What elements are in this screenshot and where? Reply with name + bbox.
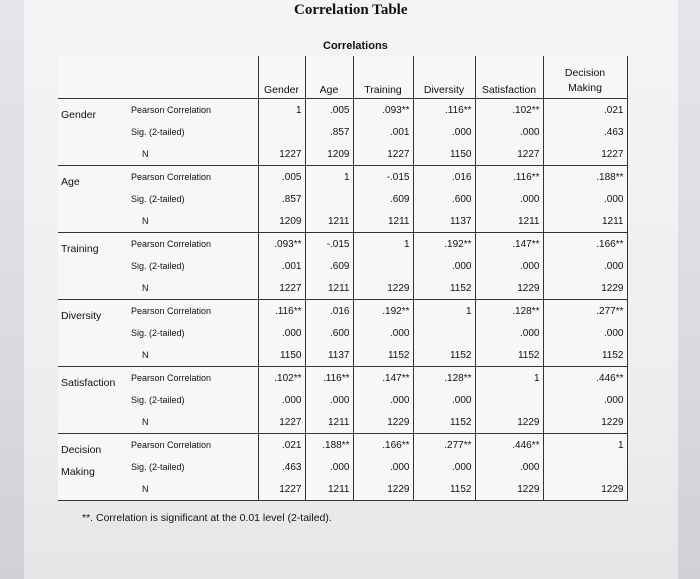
value-cell: .102**	[475, 99, 543, 122]
value-cell: .000	[475, 188, 543, 210]
value-cell: .166**	[353, 434, 413, 457]
table-row	[58, 434, 627, 457]
value-cell	[258, 121, 305, 143]
value-cell: .000	[543, 188, 627, 210]
value-cell: 1	[353, 233, 413, 256]
value-cell: .188**	[543, 166, 627, 189]
value-cell: .128**	[413, 367, 475, 390]
value-cell: .005	[305, 99, 353, 122]
value-cell	[413, 322, 475, 344]
value-cell: 1211	[475, 210, 543, 233]
value-cell: .000	[475, 255, 543, 277]
value-cell: .093**	[353, 99, 413, 122]
value-cell: -.015	[353, 166, 413, 189]
value-cell: 1227	[353, 143, 413, 166]
value-cell: .463	[543, 121, 627, 143]
value-cell: 1227	[258, 277, 305, 300]
value-cell: .000	[543, 322, 627, 344]
value-cell: .147**	[353, 367, 413, 390]
table-row	[58, 233, 627, 256]
statistic-label: Sig. (2-tailed)	[131, 462, 185, 472]
statistic-label: Sig. (2-tailed)	[131, 328, 185, 338]
value-cell: 1	[475, 367, 543, 390]
value-cell: .000	[258, 389, 305, 411]
value-cell: 1150	[413, 143, 475, 166]
document-sheet	[24, 0, 678, 579]
value-cell: 1211	[305, 277, 353, 300]
value-cell: .446**	[543, 367, 627, 390]
value-cell: 1229	[475, 277, 543, 300]
column-header: Decision Making	[543, 56, 627, 99]
value-cell: 1209	[305, 143, 353, 166]
page-title: Correlation Table	[294, 2, 408, 18]
value-cell: 1229	[543, 411, 627, 434]
value-cell: .000	[413, 456, 475, 478]
value-cell: 1	[543, 434, 627, 457]
statistic-label: N	[128, 277, 258, 300]
value-cell: .093**	[258, 233, 305, 256]
table-row	[58, 99, 627, 122]
column-header: Age	[305, 56, 353, 99]
header-blank-cell	[128, 56, 258, 99]
statistic-label: Sig. (2-tailed)	[131, 395, 185, 405]
value-cell: .016	[305, 300, 353, 323]
value-cell	[475, 389, 543, 411]
value-cell: 1211	[353, 210, 413, 233]
value-cell: 1227	[543, 143, 627, 166]
value-cell: .000	[475, 322, 543, 344]
value-cell: .609	[305, 255, 353, 277]
statistic-label: N	[128, 344, 258, 367]
value-cell: 1152	[413, 411, 475, 434]
header-row	[58, 56, 627, 99]
value-cell: .857	[305, 121, 353, 143]
value-cell: 1229	[353, 411, 413, 434]
statistic-label: Pearson Correlation	[131, 306, 212, 316]
variable-label: Gender	[58, 99, 128, 166]
value-cell: 1152	[413, 344, 475, 367]
value-cell: 1227	[258, 143, 305, 166]
table-row	[58, 210, 627, 233]
value-cell: .021	[543, 99, 627, 122]
value-cell: 1211	[305, 411, 353, 434]
footnote: **. Correlation is significant at the 0.01 level (2-tailed).	[82, 512, 332, 524]
value-cell: 1229	[475, 478, 543, 501]
value-cell: .016	[413, 166, 475, 189]
value-cell: .000	[305, 389, 353, 411]
value-cell: .000	[475, 456, 543, 478]
value-cell: 1137	[413, 210, 475, 233]
value-cell: .192**	[353, 300, 413, 323]
table-row	[58, 277, 627, 300]
value-cell: .000	[413, 121, 475, 143]
value-cell: .116**	[305, 367, 353, 390]
value-cell: 1227	[258, 411, 305, 434]
value-cell: .000	[543, 255, 627, 277]
value-cell: 1152	[413, 478, 475, 501]
table-row	[58, 166, 627, 189]
value-cell	[353, 255, 413, 277]
value-cell: 1227	[475, 143, 543, 166]
value-cell: 1229	[475, 411, 543, 434]
variable-label: Training	[58, 233, 128, 300]
value-cell: 1211	[305, 478, 353, 501]
value-cell: 1	[258, 99, 305, 122]
value-cell: .609	[353, 188, 413, 210]
value-cell: 1152	[353, 344, 413, 367]
table-row	[58, 456, 627, 478]
value-cell: 1152	[543, 344, 627, 367]
statistic-label: Pearson Correlation	[131, 239, 212, 249]
variable-label: Diversity	[58, 300, 128, 367]
value-cell: .600	[413, 188, 475, 210]
statistic-label: Pearson Correlation	[131, 440, 212, 450]
value-cell: .147**	[475, 233, 543, 256]
value-cell: .116**	[475, 166, 543, 189]
value-cell: .000	[305, 456, 353, 478]
value-cell: 1229	[543, 478, 627, 501]
header-blank-cell	[58, 56, 128, 99]
value-cell: .021	[258, 434, 305, 457]
correlation-table	[58, 56, 628, 501]
value-cell: .001	[258, 255, 305, 277]
table-row	[58, 411, 627, 434]
value-cell: -.015	[305, 233, 353, 256]
statistic-label: Sig. (2-tailed)	[131, 127, 185, 137]
value-cell: .128**	[475, 300, 543, 323]
value-cell: 1	[305, 166, 353, 189]
statistic-label: Pearson Correlation	[131, 373, 212, 383]
value-cell: .000	[413, 389, 475, 411]
value-cell: 1229	[353, 277, 413, 300]
value-cell: .857	[258, 188, 305, 210]
statistic-label: Pearson Correlation	[131, 105, 212, 115]
statistic-label: Sig. (2-tailed)	[131, 261, 185, 271]
statistic-label: N	[128, 210, 258, 233]
table-row	[58, 344, 627, 367]
table-body	[58, 99, 627, 501]
table-row	[58, 300, 627, 323]
column-header: Training	[353, 56, 413, 99]
value-cell: .166**	[543, 233, 627, 256]
table-row	[58, 143, 627, 166]
value-cell: .116**	[258, 300, 305, 323]
value-cell: 1137	[305, 344, 353, 367]
value-cell: .192**	[413, 233, 475, 256]
table-row	[58, 255, 627, 277]
statistic-label: Sig. (2-tailed)	[131, 194, 185, 204]
value-cell	[305, 188, 353, 210]
value-cell	[543, 456, 627, 478]
table-row	[58, 367, 627, 390]
value-cell: 1152	[413, 277, 475, 300]
value-cell: 1150	[258, 344, 305, 367]
table-caption: Correlations	[323, 40, 388, 52]
variable-label: Decision Making	[58, 434, 128, 501]
value-cell: .277**	[413, 434, 475, 457]
value-cell: .000	[543, 389, 627, 411]
column-header: Diversity	[413, 56, 475, 99]
statistic-label: N	[128, 143, 258, 166]
value-cell: 1211	[543, 210, 627, 233]
table-row	[58, 188, 627, 210]
table-row	[58, 478, 627, 501]
table-row	[58, 121, 627, 143]
value-cell: 1229	[543, 277, 627, 300]
value-cell: 1227	[258, 478, 305, 501]
statistic-label: N	[128, 411, 258, 434]
statistic-label: Pearson Correlation	[131, 172, 212, 182]
value-cell: 1211	[305, 210, 353, 233]
value-cell: .188**	[305, 434, 353, 457]
value-cell: .116**	[413, 99, 475, 122]
value-cell: .000	[353, 322, 413, 344]
value-cell: .001	[353, 121, 413, 143]
value-cell: .000	[413, 255, 475, 277]
variable-label: Age	[58, 166, 128, 233]
value-cell: .000	[353, 456, 413, 478]
value-cell: .600	[305, 322, 353, 344]
value-cell: .463	[258, 456, 305, 478]
value-cell: 1229	[353, 478, 413, 501]
value-cell: 1209	[258, 210, 305, 233]
value-cell: 1	[413, 300, 475, 323]
value-cell: .000	[475, 121, 543, 143]
column-header: Satisfaction	[475, 56, 543, 99]
value-cell: .000	[353, 389, 413, 411]
value-cell: .102**	[258, 367, 305, 390]
table-row	[58, 322, 627, 344]
value-cell: .005	[258, 166, 305, 189]
value-cell: .277**	[543, 300, 627, 323]
variable-label: Satisfaction	[58, 367, 128, 434]
value-cell: .446**	[475, 434, 543, 457]
value-cell: 1152	[475, 344, 543, 367]
column-header: Gender	[258, 56, 305, 99]
value-cell: .000	[258, 322, 305, 344]
table-row	[58, 389, 627, 411]
statistic-label: N	[128, 478, 258, 501]
